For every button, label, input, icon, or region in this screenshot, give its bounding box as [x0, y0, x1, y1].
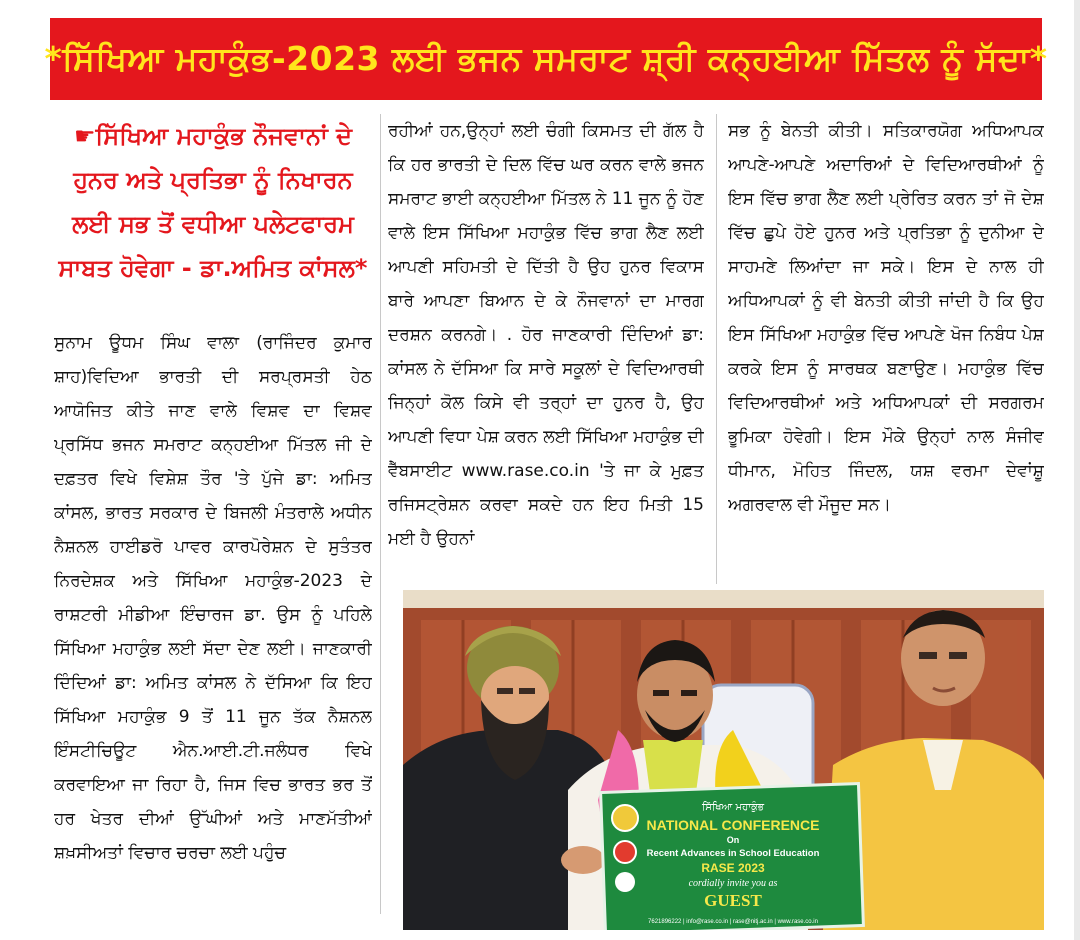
invitation-banner — [601, 784, 864, 930]
banner-top: ਸਿੱਖਿਆ ਮਹਾਕੁੰਭ — [701, 802, 765, 813]
subheadline: ☛ਸਿੱਖਿਆ ਮਹਾਕੁੰਭ ਨੌਜਵਾਨਾਂ ਦੇ ਹੁਨਰ ਅਤੇ ਪ੍ਰਤਿਭਾ ਨੂੰ ਨਿਖਾਰਨ ਲਈ ਸਭ ਤੋਂ ਵਧੀਆ ਪਲੇਟਫਾਰਮ ਸਾਬਤ ਹੋਵੇਗਾ - ਡਾ.ਅਮਿਤ ਕਾਂਸਲ* — [58, 122, 368, 282]
column-divider — [380, 114, 381, 914]
banner-invite: cordially invite you as — [688, 878, 778, 889]
banner-title: NATIONAL CONFERENCE — [646, 817, 820, 833]
headline-banner — [44, 18, 1048, 100]
article-column-3: ਸਭ ਨੂੰ ਬੇਨਤੀ ਕੀਤੀ। ਸਤਿਕਾਰਯੋਗ ਅਧਿਆਪਕ ਆਪਣੇ-ਆਪਣੇ ਅਦਾਰਿਆਂ ਦੇ ਵਿਦਿਆਰਥੀਆਂ ਨੂੰ ਇਸ ਵਿੱਚ ਭਾਗ ਲੈਣ ਲਈ ਪ੍ਰੇਰਿਤ ਕਰਨ ਤਾਂ ਜੋ ਦੇਸ਼ ਵਿੱਚ ਛੁਪੇ ਹੋਏ ਹੁਨਰ ਅਤੇ ਪ੍ਰਤਿਭਾ ਨੂੰ ਦੁਨੀਆ ਦੇ ਸਾਹਮਣੇ ਲਿਆਂਦਾ ਜਾ ਸਕੇ। ਇਸ ਦੇ ਨਾਲ ਹੀ ਅਧਿਆਪਕਾਂ ਨੂੰ ਵੀ ਬੇਨਤੀ ਕੀਤੀ ਜਾਂਦੀ ਹੈ ਕਿ ਉਹ ਇਸ ਸਿੱਖਿਆ ਮਹਾਕੁੰਭ ਵਿੱਚ ਆਪਣੇ ਖੋਜ ਨਿਬੰਧ ਪੇਸ਼ ਕਰਕੇ ਇਸ ਨੂੰ ਸਾਰਥਕ ਬਣਾਉਣ। ਮਹਾਕੁੰਭ ਵਿੱਚ ਵਿਦਿਆਰਥੀਆਂ ਅਤੇ ਅਧਿਆਪਕਾਂ ਦੀ ਸਰਗਰਮ ਭੂਮਿਕਾ ਹੋਵੇਗੀ। ਇਸ ਮੌਕੇ ਉਨ੍ਹਾਂ ਨਾਲ ਸੰਜੀਵ ਧੀਮਾਨ, ਮੋਹਿਤ ਜਿੰਦਲ, ਯਸ਼ ਵਰਮਾ ਦੇਵਾਂਸ਼ੂ ਅਗਰਵਾਲ ਵੀ ਮੌਜੂਦ ਸਨ। — [728, 121, 1044, 515]
news-photo — [403, 590, 1044, 930]
page-edge — [1074, 0, 1080, 940]
banner-guest: GUEST — [704, 891, 762, 910]
article-column-1: ਸੁਨਾਮ ਊਧਮ ਸਿੰਘ ਵਾਲਾ (ਰਾਜਿੰਦਰ ਕੁਮਾਰ ਸ਼ਾਹ)ਵਿਦਿਆ ਭਾਰਤੀ ਦੀ ਸਰਪ੍ਰਸਤੀ ਹੇਠ ਆਯੋਜਿਤ ਕੀਤੇ ਜਾਣ ਵਾਲੇ ਵਿਸ਼ਵ ਦਾ ਵਿਸ਼ਵ ਪ੍ਰਸਿੱਧ ਭਜਨ ਸਮਰਾਟ ਕਨ੍ਹਈਆ ਮਿੱਤਲ ਜੀ ਦੇ ਦਫ਼ਤਰ ਵਿਖੇ ਵਿਸ਼ੇਸ਼ ਤੌਰ 'ਤੇ ਪੁੱਜੇ ਡਾ: ਅਮਿਤ ਕਾਂਸਲ, ਭਾਰਤ ਸਰਕਾਰ ਦੇ ਬਿਜਲੀ ਮੰਤਰਾਲੇ ਅਧੀਨ ਨੈਸ਼ਨਲ ਹਾਈਡਰੋ ਪਾਵਰ ਕਾਰਪੋਰੇਸ਼ਨ ਦੇ ਸੁਤੰਤਰ ਨਿਰਦੇਸ਼ਕ ਅਤੇ ਸਿੱਖਿਆ ਮਹਾਕੁੰਭ-2023 ਦੇ ਰਾਸ਼ਟਰੀ ਮੀਡੀਆ ਇੰਚਾਰਜ ਡਾ. ਉਸ ਨੂੰ ਪਹਿਲੇ ਸਿੱਖਿਆ ਮਹਾਕੁੰਭ ਲਈ ਸੱਦਾ ਦੇਣ ਲਈ। ਜਾਣਕਾਰੀ ਦਿੰਦਿਆਂ ਡਾ: ਅਮਿਤ ਕਾਂਸਲ ਨੇ ਦੱਸਿਆ ਕਿ ਇਹ ਸਿੱਖਿਆ ਮਹਾਕੁੰਭ 9 ਤੋਂ 11 ਜੂਨ ਤੱਕ ਨੈਸ਼ਨਲ ਇੰਸਟੀਚਿਊਟ ਐਨ.ਆਈ.ਟੀ.ਜਲੰਧਰ ਵਿਖੇ ਕਰਵਾਇਆ ਜਾ ਰਿਹਾ ਹੈ, ਜਿਸ ਵਿਚ ਭਾਰਤ ਭਰ ਤੋਂ ਹਰ ਖੇਤਰ ਦੀਆਂ ਉੱਘੀਆਂ ਅਤੇ ਮਾਣਮੱਤੀਆਂ ਸ਼ਖ਼ਸੀਅਤਾਂ ਵਿਚਾਰ ਚਰਚਾ ਲਈ ਪਹੁੰਚ — [54, 333, 372, 863]
column-divider — [716, 114, 717, 584]
headline-text: *ਸਿੱਖਿਆ ਮਹਾਕੁੰਭ-2023 ਲਈ ਭਜਨ ਸਮਰਾਟ ਸ਼੍ਰੀ ਕਨ੍ਹਈਆ ਮਿੱਤਲ ਨੂੰ ਸੱਦਾ* — [44, 39, 1048, 78]
banner-subtitle: Recent Advances in School Education — [646, 848, 820, 859]
banner-on: On — [726, 835, 740, 845]
article-column-2: ਰਹੀਆਂ ਹਨ,ਉਨ੍ਹਾਂ ਲਈ ਚੰਗੀ ਕਿਸਮਤ ਦੀ ਗੱਲ ਹੈ ਕਿ ਹਰ ਭਾਰਤੀ ਦੇ ਦਿਲ ਵਿੱਚ ਘਰ ਕਰਨ ਵਾਲੇ ਭਜਨ ਸਮਰਾਟ ਭਾਈ ਕਨ੍ਹਈਆ ਮਿੱਤਲ ਨੇ 11 ਜੂਨ ਨੂੰ ਹੋਣ ਵਾਲੇ ਇਸ ਸਿੱਖਿਆ ਮਹਾਕੁੰਭ ਵਿੱਚ ਭਾਗ ਲੈਣ ਲਈ ਆਪਣੀ ਸਹਿਮਤੀ ਦੇ ਦਿੱਤੀ ਹੈ ਉਹ ਹੁਨਰ ਵਿਕਾਸ ਬਾਰੇ ਆਪਣਾ ਬਿਆਨ ਦੇ ਕੇ ਨੌਜਵਾਨਾਂ ਦਾ ਮਾਰਗ ਦਰਸ਼ਨ ਕਰਨਗੇ। . ਹੋਰ ਜਾਣਕਾਰੀ ਦਿੰਦਿਆਂ ਡਾ: ਕਾਂਸਲ ਨੇ ਦੱਸਿਆ ਕਿ ਸਾਰੇ ਸਕੂਲਾਂ ਦੇ ਵਿਦਿਆਰਥੀ ਜਿਨ੍ਹਾਂ ਕੋਲ ਕਿਸੇ ਵੀ ਤਰ੍ਹਾਂ ਦਾ ਹੁਨਰ ਹੈ, ਉਹ ਆਪਣੀ ਵਿਧਾ ਪੇਸ਼ ਕਰਨ ਲਈ ਸਿੱਖਿਆ ਮਹਾਕੁੰਭ ਦੀ ਵੈੱਬਸਾਈਟ www.rase.co.in 'ਤੇ ਜਾ ਕੇ ਮੁਫ਼ਤ ਰਜਿਸਟ੍ਰੇਸ਼ਨ ਕਰਵਾ ਸਕਦੇ ਹਨ ਇਹ ਮਿਤੀ 15 ਮਈ ਹੈ ਉਹਨਾਂ — [388, 121, 704, 549]
banner-event: RASE 2023 — [701, 861, 765, 875]
banner-footer: 7621896222 | info@rase.co.in | rase@nitj.ac.in | www.rase.co.in — [648, 919, 818, 925]
